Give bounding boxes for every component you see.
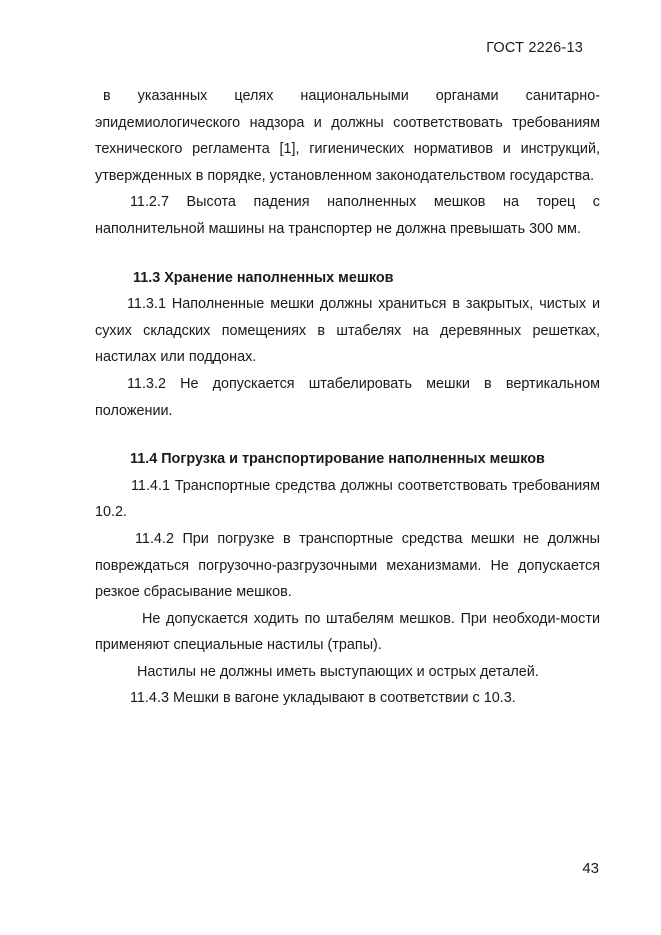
paragraph-intro: в указанных целях национальными органами санитарно-эпидемиологического надзора и должны соответствовать требованиям технического регламента [1], гигиенических нормативов и инструкций, утвержденных в порядке, установленном законодательством государства. bbox=[95, 88, 600, 184]
paragraph-11-4-3: 11.4.3 Мешки в вагоне укладывают в соответствии с 10.3. bbox=[130, 690, 516, 707]
paragraph-11-4-2: 11.4.2 При погрузке в транспортные средства мешки не должны повреждаться погрузочно-разгрузочными механизмами. Не допускается резкое сбрасывание мешков. bbox=[95, 530, 600, 601]
paragraph-no-sharp-parts: Настилы не должны иметь выступающих и острых деталей. bbox=[137, 663, 539, 680]
standard-code: ГОСТ 2226-13 bbox=[486, 40, 583, 56]
paragraph-11-2-7: 11.2.7 Высота падения наполненных мешков на торец с наполнительной машины на транспортер не должна превышать 300 мм. bbox=[95, 194, 600, 237]
paragraph-11-3-1: 11.3.1 Наполненные мешки должны храниться в закрытых, чистых и сухих складских помещениях в штабелях на деревянных решетках, настилах или поддонах. bbox=[95, 296, 600, 366]
paragraph-11-3-2: 11.3.2 Не допускается штабелировать мешки в вертикальном положении. bbox=[95, 375, 600, 419]
paragraph-11-4-1: 11.4.1 Транспортные средства должны соответствовать требованиям 10.2. bbox=[95, 477, 600, 521]
document-body bbox=[95, 83, 600, 712]
paragraph-no-walking: Не допускается ходить по штабелям мешков. При необходи-мости применяют специальные настилы (трапы). bbox=[95, 610, 600, 654]
page-number: 43 bbox=[582, 860, 599, 877]
section-heading-11-4: 11.4 Погрузка и транспортирование наполненных мешков bbox=[130, 451, 545, 468]
section-heading-11-3: 11.3 Хранение наполненных мешков bbox=[133, 269, 394, 286]
